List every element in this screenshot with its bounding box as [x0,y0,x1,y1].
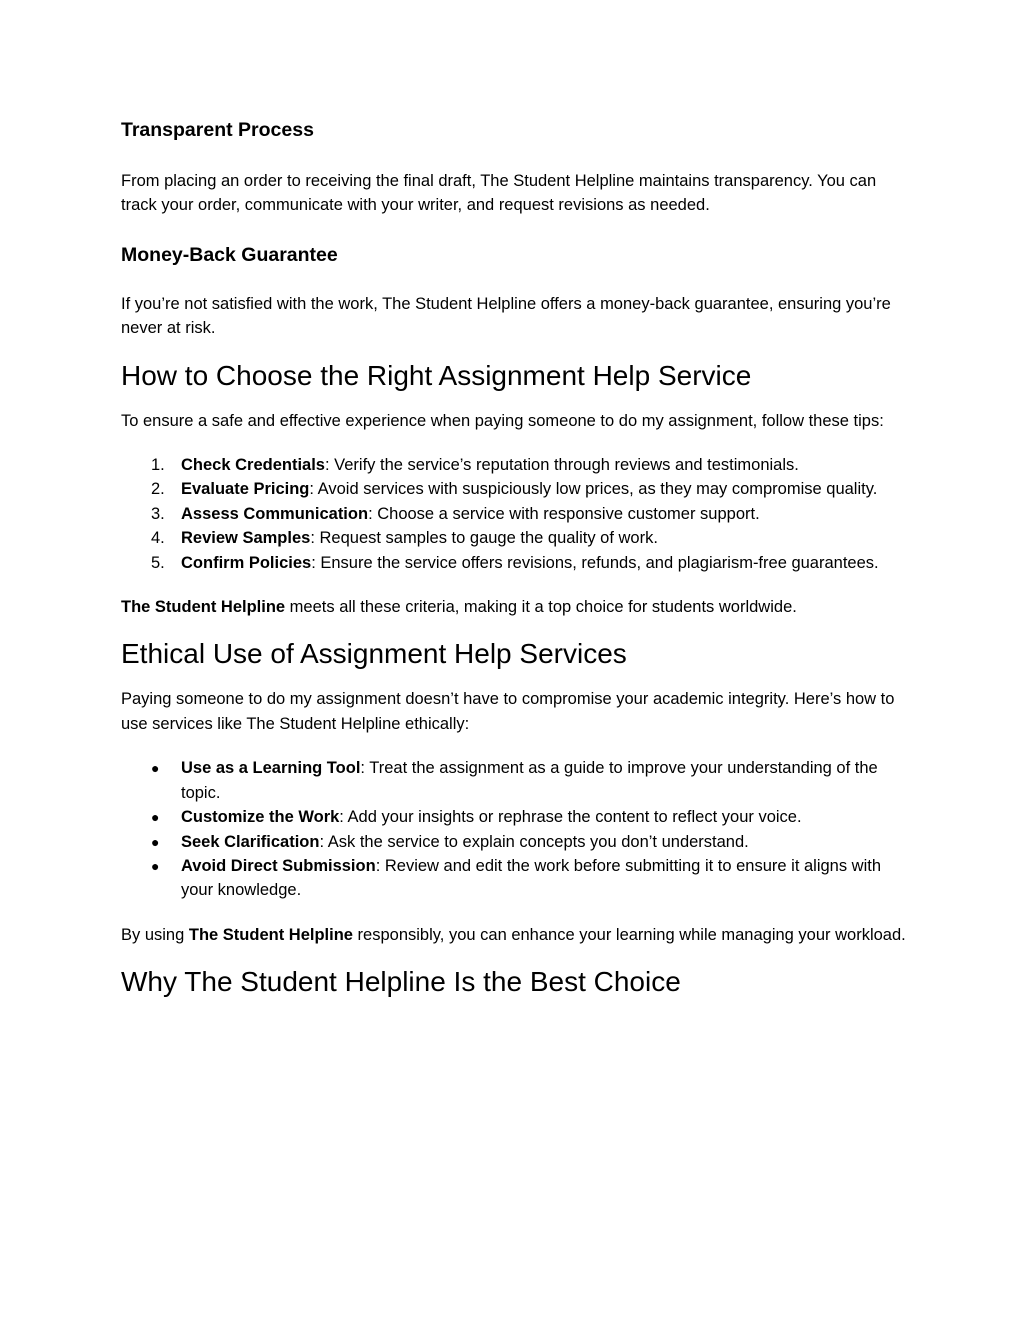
numbered-tips-list [121,453,906,575]
heading-how-to-choose: How to Choose the Right Assignment Help Service [121,359,752,391]
heading-why-best-choice: Why The Student Helpline Is the Best Choice [121,966,681,998]
bullet-ethical-list [121,756,906,902]
list-item-term: Assess Communication [181,504,369,523]
list-item-term: Avoid Direct Submission [181,856,376,875]
paragraph-money-back-guarantee: If you’re not satisfied with the work, The Student Helpline offers a money-back guarantee, ensuring you’re never at risk. [121,294,891,338]
list-number: 3. [151,504,165,523]
paragraph-ethical-intro: Paying someone to do my assignment doesn’t have to compromise your academic integrity. Here’s how to use services like The Student Helpline ethically: [121,690,895,733]
list-item-text: : Add your insights or rephrase the content to reflect your voice. [339,808,802,827]
heading-transparent-process: Transparent Process [121,119,314,141]
list-item-term: Review Samples [181,529,311,548]
list-item-term: Confirm Policies [181,553,312,572]
list-item-text: : Verify the service’s reputation through reviews and testimonials. [324,456,799,475]
paragraph-choose-intro: To ensure a safe and effective experience when paying someone to do my assignment, follow these tips: [121,411,884,430]
list-item-text: : Ensure the service offers revisions, refunds, and plagiarism-free guarantees. [311,553,879,572]
bullet-icon: ● [151,857,160,874]
list-number: 2. [151,480,165,499]
list-item-term: Evaluate Pricing [181,480,310,499]
list-item-text: : Request samples to gauge the quality of work. [310,529,658,548]
list-item-term: Seek Clarification [181,832,320,851]
heading-ethical-use: Ethical Use of Assignment Help Services [121,638,627,670]
list-item-term: Check Credentials [181,456,325,475]
list-number: 4. [151,529,165,548]
bullet-icon: ● [151,760,160,777]
closing-text: responsibly, you can enhance your learning while managing your workload. [352,925,906,944]
list-item-text: : Review and edit the work before submitting it to ensure it aligns with your knowledge. [181,856,882,900]
paragraph-ethical-closing [121,923,906,947]
document-page [121,118,906,999]
list-number: 5. [151,553,165,572]
bullet-icon: ● [151,833,160,850]
list-item [121,830,906,854]
list-item-text: : Avoid services with suspiciously low prices, as they may compromise quality. [309,480,878,499]
bullet-icon: ● [151,809,160,826]
list-item [121,756,906,805]
list-item-text: : Treat the assignment as a guide to improve your understanding of the topic. [181,759,878,802]
list-item [121,526,906,550]
heading-money-back-guarantee: Money-Back Guarantee [121,243,338,266]
list-number: 1. [151,456,165,475]
list-item-text: : Ask the service to explain concepts you don’t understand. [319,832,749,851]
closing-text: meets all these criteria, making it a top choice for students worldwide. [285,598,797,617]
brand-name-bold: The Student Helpline [188,925,353,944]
brand-name-bold: The Student Helpline [121,598,286,617]
paragraph-choose-closing [121,595,906,619]
list-item [121,854,906,903]
list-item [121,502,906,526]
paragraph-transparent-process: From placing an order to receiving the final draft, The Student Helpline maintains transparency. You can track your order, communicate with your writer, and request revisions as needed. [121,172,877,215]
list-item [121,477,906,501]
list-item-term: Use as a Learning Tool [181,759,361,778]
list-item-text: : Choose a service with responsive customer support. [368,504,760,523]
closing-prefix: By using [121,925,189,944]
list-item-term: Customize the Work [181,808,340,827]
list-item [121,551,906,575]
list-item [121,805,906,829]
list-item [121,453,906,477]
